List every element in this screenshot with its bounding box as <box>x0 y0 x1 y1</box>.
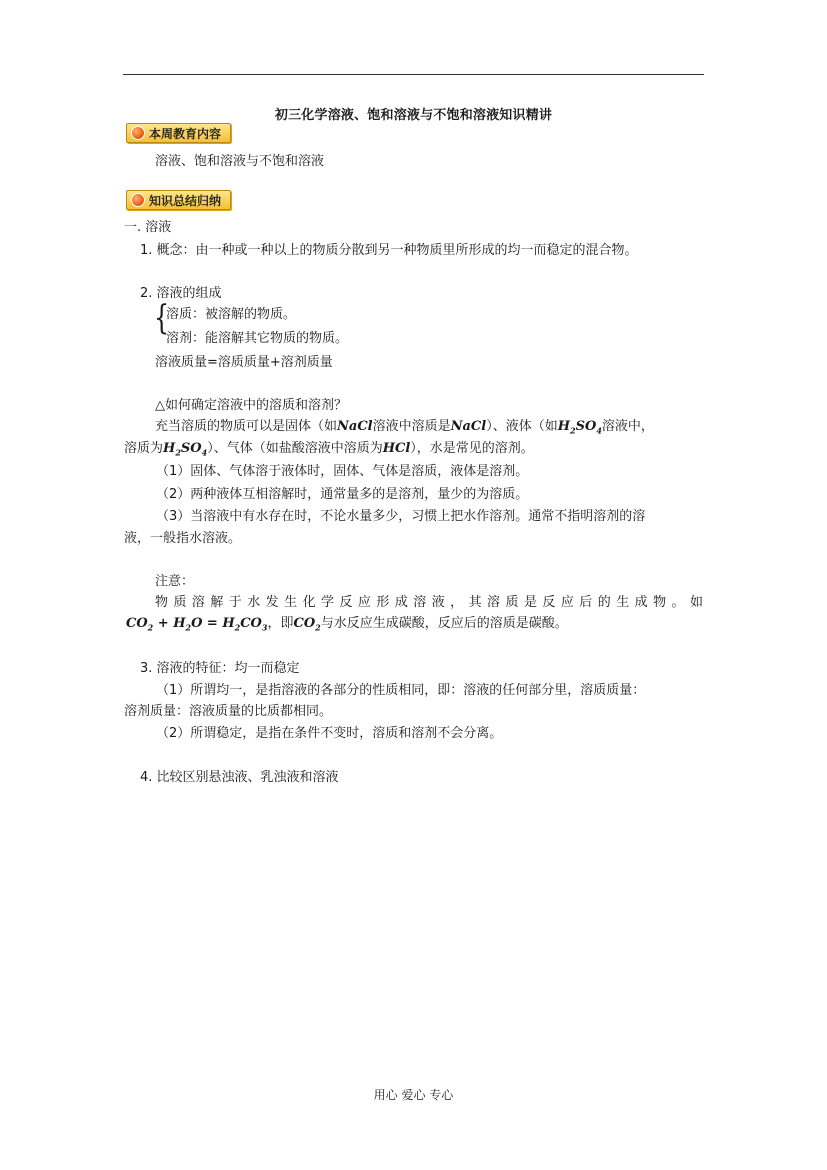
equation: $CO_2 + H_2O = H_2CO_3$ <box>126 616 268 633</box>
mass-relation: 溶液质量=溶质质量+溶剂质量 <box>155 355 333 370</box>
page-footer: 用心 爱心 专心 <box>373 1088 454 1102</box>
section-heading: 一. 溶液 <box>124 220 172 235</box>
note-line-2: $CO_2 + H_2O = H_2CO_3$，即$CO_2$与水反应生成碳酸，反应后的溶质是碳酸。 <box>126 616 568 633</box>
solvent-definition: 溶剂：能溶解其它物质的物质。 <box>166 331 349 346</box>
rule-3-line-2: 液，一般指水溶液。 <box>124 531 242 546</box>
week-content-badge <box>126 123 231 143</box>
summary-badge <box>126 190 231 210</box>
left-brace: { <box>154 298 170 338</box>
features-p1-line-1: （1）所谓均一，是指溶液的各部分的性质相同，即：溶液的任何部分里，溶质质量： <box>156 683 646 698</box>
features-p2: （2）所谓稳定，是指在条件不变时，溶质和溶剂不会分离。 <box>156 726 503 741</box>
rule-2: （2）两种液体互相溶解时，通常量多的是溶剂，量少的为溶质。 <box>156 487 529 502</box>
features-p1-line-2: 溶剂质量：溶液质量的比质都相同。 <box>124 704 333 719</box>
orange-dot-icon <box>131 193 145 207</box>
orange-dot-icon <box>131 126 145 140</box>
week-topic: 溶液、饱和溶液与不饱和溶液 <box>155 154 325 169</box>
composition-heading: 2. 溶液的组成 <box>140 286 222 301</box>
features-heading: 3. 溶液的特征：均一而稳定 <box>140 661 300 676</box>
concept-paragraph: 1. 概念：由一种或一种以上的物质分散到另一种物质里所形成的均一而稳定的混合物。 <box>140 243 638 258</box>
note-line-1: 物质溶解于水发生化学反应形成溶液，其溶质是反应后的生成物。如 <box>155 595 703 610</box>
note-heading: 注意： <box>155 574 195 589</box>
determine-line-2: 溶质为$H_2SO_4$）、气体（如盐酸溶液中溶质为HCl），水是常见的溶剂。 <box>124 441 534 458</box>
determine-question: △如何确定溶液中的溶质和溶剂？ <box>155 398 347 413</box>
rule-1: （1）固体、气体溶于液体时，固体、气体是溶质，液体是溶剂。 <box>156 464 529 479</box>
badge-label: 知识总结归纳 <box>149 193 222 208</box>
determine-line-1: 充当溶质的物质可以是固体（如NaCl溶液中溶质是NaCl）、液体（如$H_2SO_4$溶液中， <box>155 419 654 436</box>
header-rule <box>123 74 704 75</box>
page-title: 初三化学溶液、饱和溶液与不饱和溶液知识精讲 <box>274 108 553 123</box>
rule-3-line-1: （3）当溶液中有水存在时，不论水量多少，习惯上把水作溶剂。通常不指明溶剂的溶 <box>156 509 646 524</box>
badge-label: 本周教育内容 <box>149 126 222 141</box>
compare-heading: 4. 比较区别悬浊液、乳浊液和溶液 <box>140 770 339 785</box>
solute-definition: 溶质：被溶解的物质。 <box>166 307 297 322</box>
